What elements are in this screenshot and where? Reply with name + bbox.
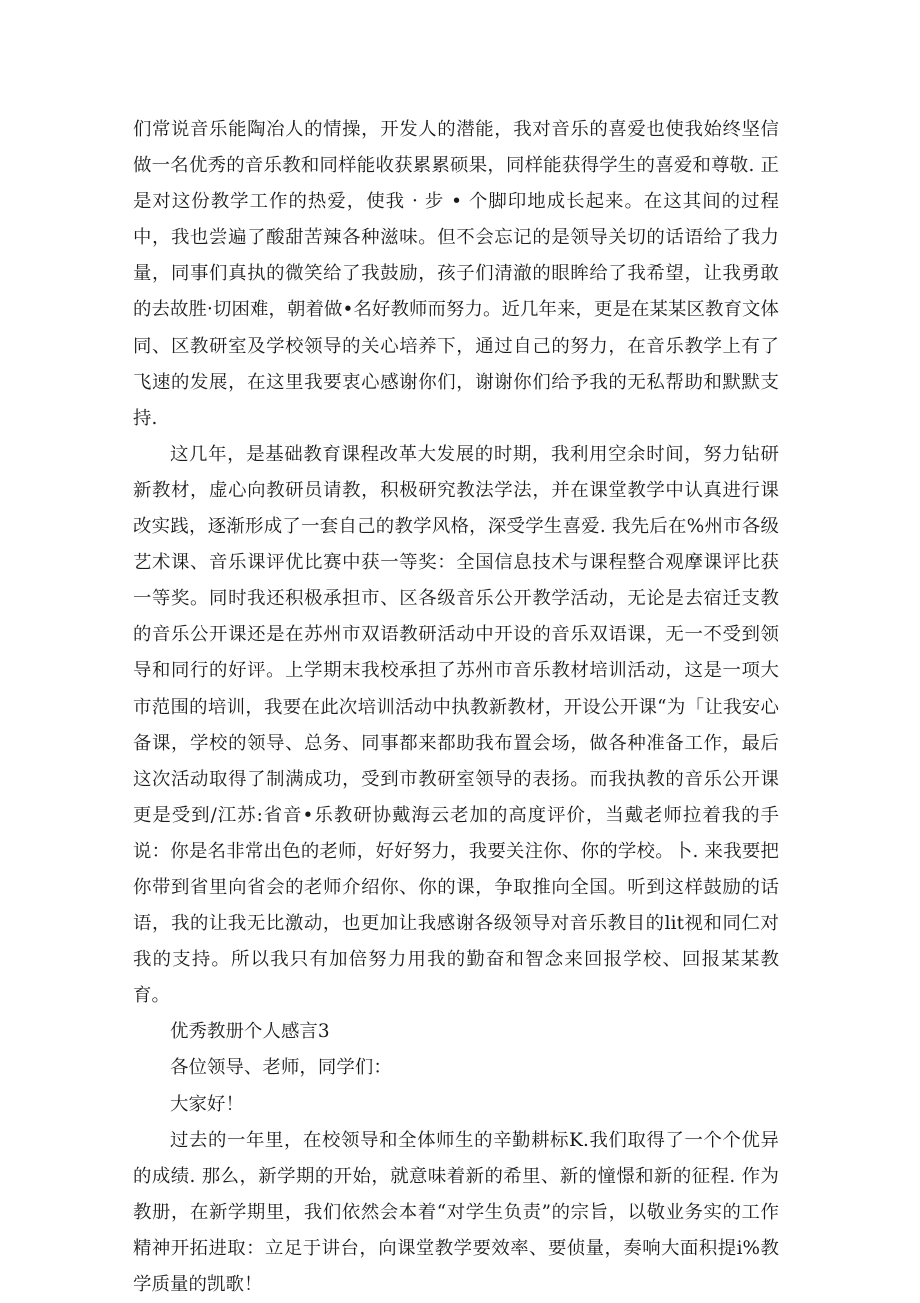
document-body — [133, 112, 779, 1303]
salutation: 各位领导、老师，同学们： — [170, 1057, 392, 1079]
greeting: 大家好！ — [170, 1093, 244, 1115]
paragraph-2: 这几年，是基础教育课程改革大发展的时期，我利用空余时间，努力钻研新教材，虚心向教研员请教，积极研究教法学法，并在课堂教学中认真进行课改实践，逐渐形成了一套自己的教学风格，深受学生喜爱. 我先后在%州市各级艺术课、音乐课评优比赛中获一等奖：全国信息技术与课程整合观摩课评比获一等奖。同时我还积极承担市、区各级音乐公开教学活动，无论是去宿迁支教的音乐公开课还是在苏州市双语教研活动中开设的音乐双语课，无一不受到领导和同行的好评。上学期末我校承担了苏州市音乐教材培训活动，这是一项大市范围的培训，我要在此次培训活动中执教新教材，开设公开课“为「让我安心备课，学校的领导、总务、同事都来都助我布置会场，做各种准备工作，最后这次活动取得了制满成功，受到市教研室领导的表扬。而我执教的音乐公开课更是受到/江苏:省音•乐教研协戴海云老加的高度评价，当戴老师拉着我的手说：你是名非常出色的老师，好好努力，我要关注你、你的学校。卜. 来我要把你带到省里向省会的老师介绍你、你的课，争取推向全国。听到这样鼓励的话语，我的让我无比激动，也更加让我感谢各级领导对音乐教目的lit视和同仁对我的支持。所以我只有加倍努力用我的勤奋和智念来回报学校、回报某某教育。 — [133, 443, 779, 1007]
section-heading: 优秀教册个人感言3 — [170, 1021, 330, 1043]
paragraph-1: 们常说音乐能陶冶人的情操，开发人的潜能，我对音乐的喜爱也使我始终坚信做一名优秀的音乐教和同样能收获累累硕果，同样能获得学生的喜爱和尊敬. 正是对这份教学工作的热爱，使我 · 步 • 个脚印地成长起来。在这其间的过程中，我也尝遍了酸甜苦辣各种滋味。但不会忘记的是领导关切的话语给了我力量，同事们真执的微笑给了我鼓励，孩子们清澈的眼眸给了我希望，让我勇敢的去故胜·切困难，朝着做•名好教师而努力。近几年来，更是在某某区教育文体同、区教研室及学校领导的关心培养下，通过自己的努力，在音乐教学上有了飞速的发展，在这里我要衷心感谢你们，谢谢你们给予我的无私帮助和默默支持. — [133, 119, 779, 429]
paragraph-3: 过去的一年里，在校领导和全体师生的辛勤耕标K.我们取得了一个个优异的成绩. 那么，新学期的开始，就意味着新的希里、新的憧憬和新的征程. 作为教册，在新学期里，我们依然会本着“对学生负责”的宗旨，以敬业务实的工作精神开拓进取：立足于讲台，向课堂教学要效率、要侦量，奏响大面积提i%教学质量的凯歌！ — [133, 1129, 779, 1295]
